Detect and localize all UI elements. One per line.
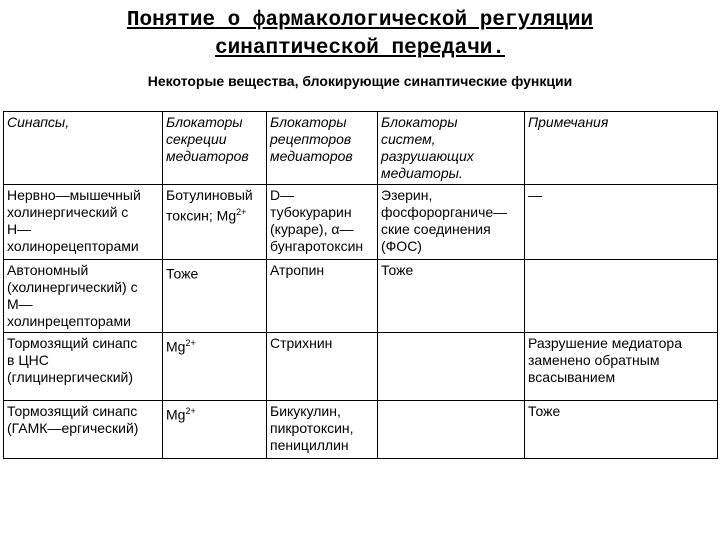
synapse-name: Тормозящий синапс (ГАМК—ергический) xyxy=(7,403,139,436)
receptor-blocker: Бикукулин, пикротоксин, пенициллин xyxy=(270,403,354,453)
table-cell xyxy=(163,185,267,260)
table-cell xyxy=(378,260,525,333)
secretion-blocker xyxy=(166,187,263,225)
synapse-name: Тормозящий синапс в ЦНС (глицинергический) xyxy=(7,335,138,385)
header-system-blockers: Блокаторы систем, разрушающих медиаторы. xyxy=(381,114,474,181)
synapse-blockers-table xyxy=(3,111,718,459)
table-cell xyxy=(4,401,163,459)
table-cell xyxy=(525,401,718,459)
note: Разрушение медиатора заменено обратным всасыванием xyxy=(528,335,682,385)
secretion-blocker xyxy=(166,262,263,283)
table-header-row xyxy=(4,112,718,185)
header-cell xyxy=(378,112,525,185)
table-row xyxy=(4,401,718,459)
header-cell xyxy=(525,112,718,185)
charge-superscript: 2+ xyxy=(236,207,247,217)
header-receptor-blockers: Блокаторы рецепторов медиаторов xyxy=(270,114,353,164)
note: — xyxy=(528,187,542,203)
slide-title-line1: Понятие о фармакологической регуляции xyxy=(126,9,594,32)
table-row xyxy=(4,185,718,260)
header-cell xyxy=(4,112,163,185)
table-caption: Некоторые вещества, блокирующие синаптические функции xyxy=(147,73,573,89)
table-cell xyxy=(4,260,163,333)
charge-superscript: 2+ xyxy=(185,406,196,416)
table-cell xyxy=(4,333,163,401)
charge-superscript: 2+ xyxy=(185,338,196,348)
header-synapses: Синапсы, xyxy=(7,114,70,130)
table-cell xyxy=(267,401,378,459)
receptor-blocker: Атропин xyxy=(270,262,325,278)
table-cell xyxy=(267,185,378,260)
table-cell xyxy=(267,333,378,401)
header-secretion-blockers: Блокаторы секреции медиаторов xyxy=(166,114,249,164)
table-cell xyxy=(378,333,525,401)
table-cell xyxy=(525,185,718,260)
secretion-blocker-text: Ботулиновый токсин; Mg xyxy=(166,187,253,224)
secretion-blocker xyxy=(166,335,263,356)
header-cell xyxy=(267,112,378,185)
table-cell xyxy=(163,401,267,459)
table-cell xyxy=(525,260,718,333)
header-cell xyxy=(163,112,267,185)
secretion-blocker-text: Mg xyxy=(166,406,186,423)
synapse-name: Нервно—мышечный холинергический с Н— холинорецепторами xyxy=(7,187,141,254)
table-cell xyxy=(163,260,267,333)
secretion-blocker xyxy=(166,403,263,424)
header-notes: Примечания xyxy=(528,114,609,130)
note: Тоже xyxy=(528,403,561,419)
receptor-blocker: D— тубокурарин (кураре), α— бунгаротоксин xyxy=(270,187,364,254)
secretion-blocker-text: Mg xyxy=(166,338,186,355)
slide-title-line2: синаптической передачи. xyxy=(215,37,505,60)
table-cell xyxy=(4,185,163,260)
table-cell xyxy=(525,333,718,401)
table-row xyxy=(4,260,718,333)
table-row xyxy=(4,333,718,401)
table-cell xyxy=(267,260,378,333)
receptor-blocker: Стрихнин xyxy=(270,335,333,351)
system-blocker: Эзерин, фосфорорганиче— ские соединения (ФОС) xyxy=(381,187,508,254)
secretion-blocker-text: Тоже xyxy=(166,265,199,282)
table-cell xyxy=(378,401,525,459)
synapse-name: Автономный (холинергический) с М— холинрецепторами xyxy=(7,262,138,329)
system-blocker: Тоже xyxy=(381,262,414,278)
table-cell xyxy=(163,333,267,401)
table-cell xyxy=(378,185,525,260)
